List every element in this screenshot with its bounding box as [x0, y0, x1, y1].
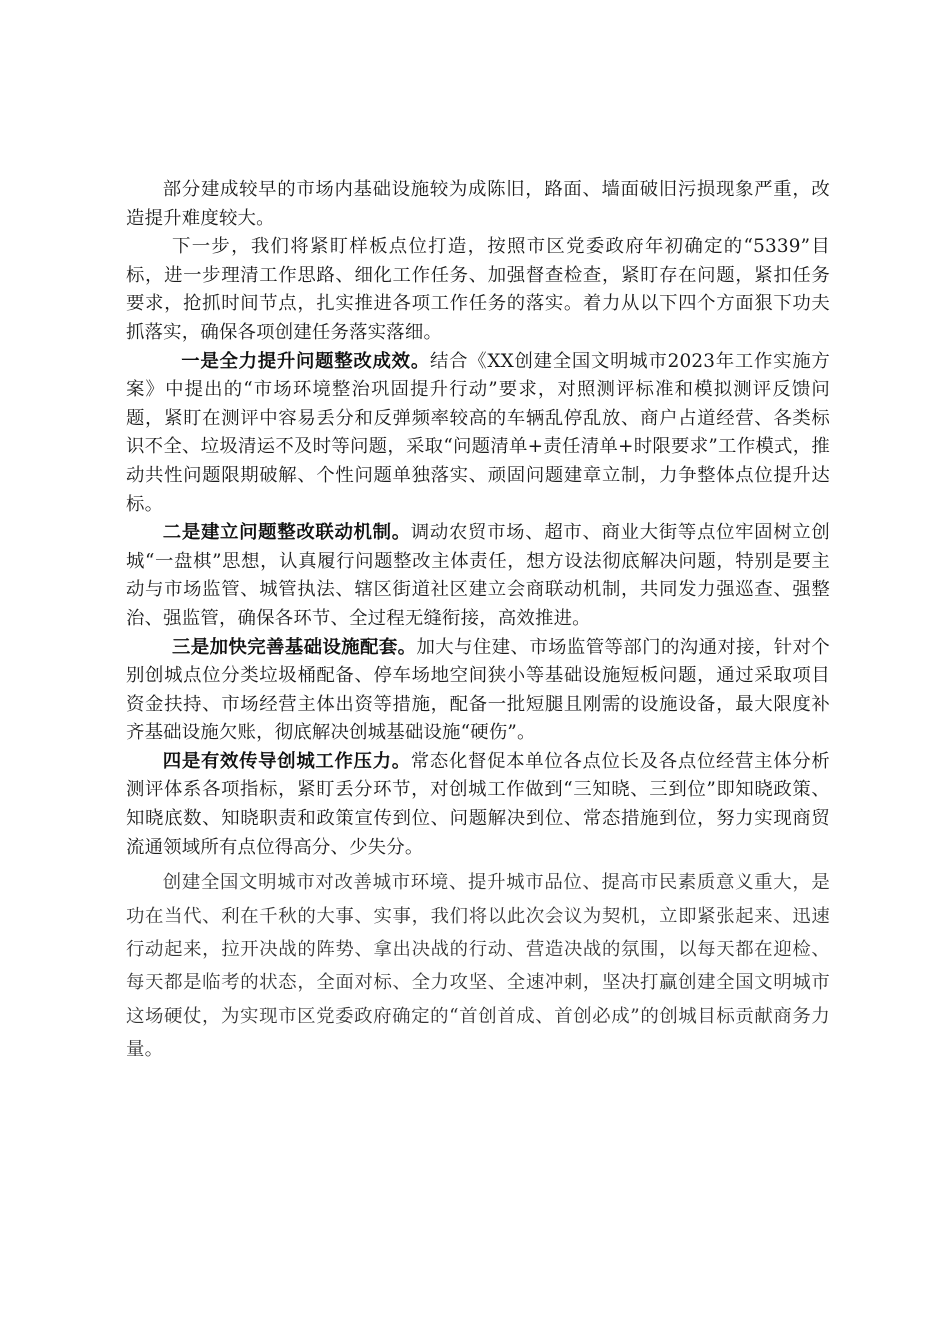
paragraph-measure-one: [126, 348, 830, 520]
paragraph-measure-three: [126, 634, 830, 748]
paragraph-text: 下一步，我们将紧盯样板点位打造，按照市区党委政府年初确定的“5339”目标，进一步理清工作思路、细化工作任务、加强督查检查，紧盯存在问题，紧扣任务要求，抢抓时间节点，扎实推进各项工作任务的落实。着力从以下四个方面狠下功夫抓落实，确保各项创建任务落实落细。: [126, 236, 830, 343]
paragraph-measure-four: [126, 748, 830, 862]
paragraph-text: 调动农贸市场、超市、商业大街等点位牢固树立创城“一盘棋”思想，认真履行问题整改主体责任，想方设法彻底解决问题，特别是要主动与市场监管、城管执法、辖区街道社区建立会商联动机制，共同发力强巡查、强整治、强监管，确保各环节、全过程无缝衔接，高效推进。: [126, 522, 830, 629]
paragraph-lead: 二是建立问题整改联动机制。: [162, 522, 411, 544]
paragraph-lead: 三是加快完善基础设施配套。: [172, 636, 417, 658]
document-body: [126, 176, 830, 1067]
paragraph-text: 常态化督促本单位各点位长及各点位经营主体分析测评体系各项指标，紧盯丢分环节，对创城工作做到“三知晓、三到位”即知晓政策、知晓底数、知晓职责和政策宣传到位、问题解决到位、常态措施到位，努力实现商贸流通领域所有点位得高分、少失分。: [126, 750, 830, 858]
paragraph-text: 加大与住建、市场监管等部门的沟通对接，针对个别创城点位分类垃圾桶配备、停车场地空间狭小等基础设施短板问题，通过采取项目资金扶持、市场经营主体出资等措施，配备一批短腿且刚需的设施设备，最大限度补齐基础设施欠账，彻底解决创城基础设施“硬伤”。: [126, 636, 830, 744]
paragraph-next-steps: [126, 233, 830, 347]
paragraph-conclusion: [126, 866, 830, 1066]
paragraph-measure-two: [126, 519, 830, 633]
paragraph-lead: 四是有效传导创城工作压力。: [162, 750, 411, 772]
paragraph-facility-issue: [126, 176, 830, 233]
paragraph-lead: 一是全力提升问题整改成效。: [181, 350, 430, 372]
paragraph-text: 创建全国文明城市对改善城市环境、提升城市品位、提高市民素质意义重大，是功在当代、利在千秋的大事、实事，我们将以此次会议为契机，立即紧张起来、迅速行动起来，拉开决战的阵势、拿出决战的行动、营造决战的氛围，以每天都在迎检、每天都是临考的状态，全面对标、全力攻坚、全速冲刺，坚决打赢创建全国文明城市这场硬仗，为实现市区党委政府确定的“首创首成、首创必成”的创城目标贡献商务力量。: [126, 872, 830, 1061]
paragraph-text: 部分建成较早的市场内基础设施较为成陈旧，路面、墙面破旧污损现象严重，改造提升难度较大。: [126, 179, 830, 229]
paragraph-text: 结合《XX创建全国文明城市2023年工作实施方案》中提出的“市场环境整治巩固提升行动”要求，对照测评标准和模拟测评反馈问题，紧盯在测评中容易丢分和反弹频率较高的车辆乱停乱放、商户占道经营、各类标识不全、垃圾清运不及时等问题，采取“问题清单+责任清单+时限要求”工作模式，推动共性问题限期破解、个性问题单独落实、顽固问题建章立制，力争整体点位提升达标。: [126, 350, 830, 515]
